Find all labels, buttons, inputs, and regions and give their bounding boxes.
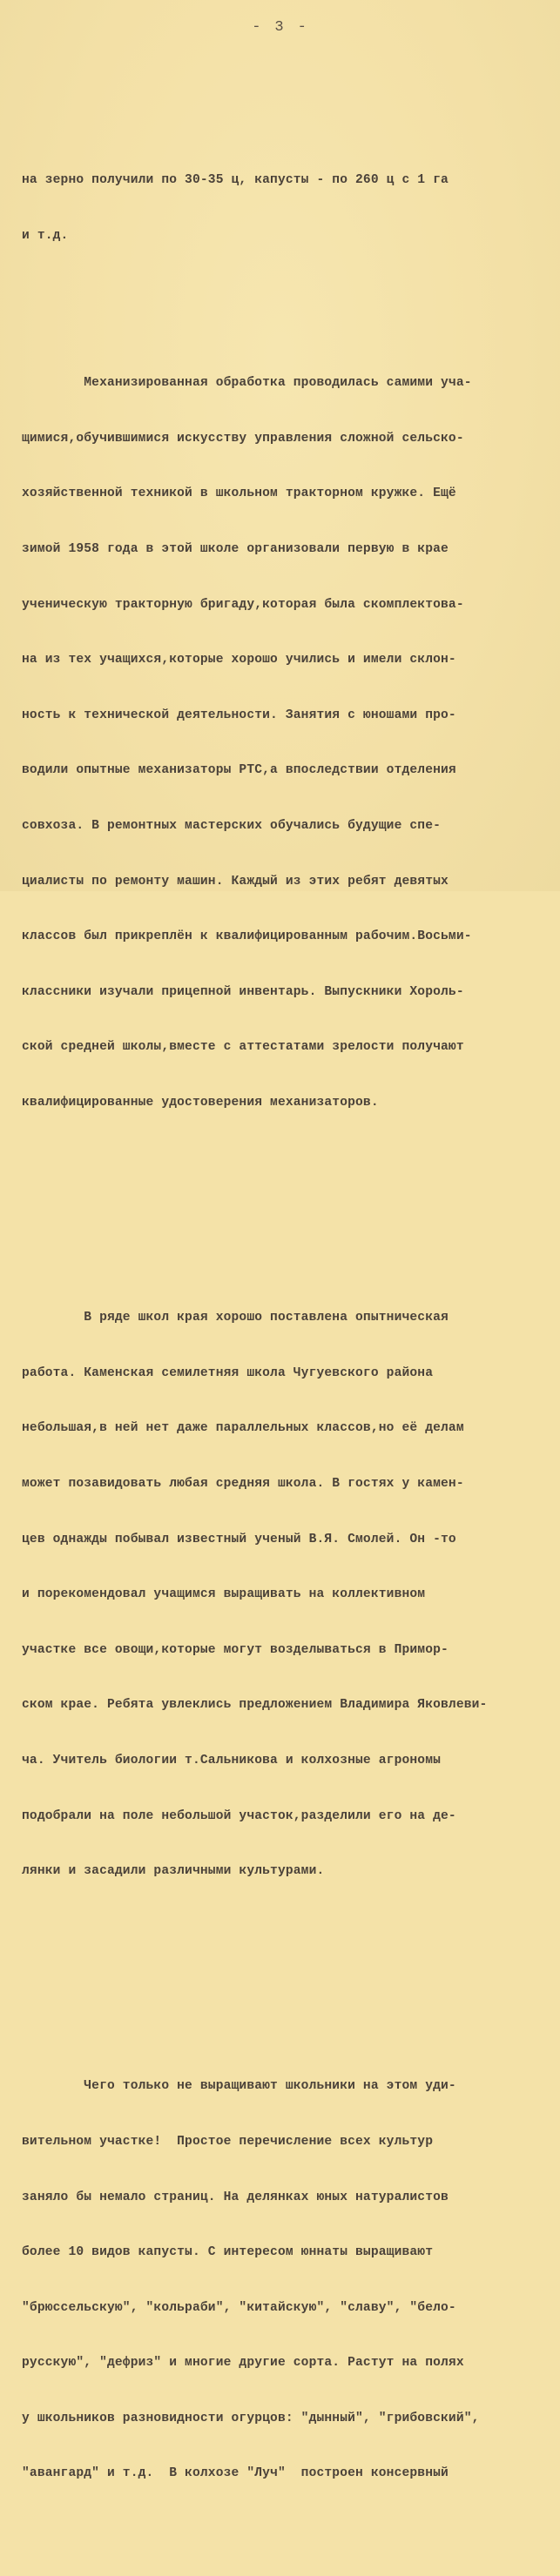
text-line: В ряде школ края хорошо поставлена опытническая bbox=[22, 1311, 449, 1325]
paragraph-4 bbox=[22, 2041, 553, 2520]
text-line: ском крае. Ребята увлеклись предложением Владимира Яковлеви- bbox=[22, 1698, 488, 1713]
text-line: более 10 видов капусты. С интересом юннаты выращивают bbox=[22, 2245, 434, 2260]
text-line: работа. Каменская семилетняя школа Чугуевского района bbox=[22, 1365, 434, 1380]
text-line: на зерно получили по 30-35 ц, капусты - по 260 ц с 1 га bbox=[22, 173, 449, 188]
text-line: ученическую тракторную бригаду,которая была скомплектова- bbox=[22, 597, 464, 612]
text-line: классов был прикреплён к квалифицированным рабочим.Восьми- bbox=[22, 929, 472, 944]
text-line: вительном участке! Простое перечисление всех культур bbox=[22, 2134, 434, 2149]
text-line: ча. Учитель биологии т.Сальникова и колхозные агрономы bbox=[22, 1753, 442, 1768]
paragraph-gap bbox=[22, 1204, 553, 1217]
paragraph-1 bbox=[22, 135, 553, 283]
text-line: и т.д. bbox=[22, 228, 69, 243]
paragraph-2 bbox=[22, 338, 553, 1150]
text-line: у школьников разновидности огурцов: "дынный", "грибовский", bbox=[22, 2411, 480, 2425]
page-number-dash-right: - bbox=[297, 19, 308, 36]
text-line: Механизированная обработка проводилась самими уча- bbox=[22, 376, 472, 391]
text-line: цев однажды побывал известный ученый В.Я. Смолей. Он -то bbox=[22, 1532, 456, 1546]
text-line: небольшая,в ней нет даже параллельных классов,но её делам bbox=[22, 1421, 464, 1436]
text-line: ность к технической деятельности. Занятия с юношами про- bbox=[22, 708, 456, 722]
text-line: совхоза. В ремонтных мастерских обучались будущие спе- bbox=[22, 818, 442, 833]
text-line: циалисты по ремонту машин. Каждый из этих ребят девятых bbox=[22, 874, 449, 889]
page-number-value: 3 bbox=[274, 19, 286, 36]
text-line: водили опытные механизаторы РТС,а впоследствии отделения bbox=[22, 763, 456, 778]
text-line: участке все овощи,которые могут возделываться в Примор- bbox=[22, 1642, 449, 1657]
text-line: зимой 1958 года в этой школе организовали первую в крае bbox=[22, 542, 449, 556]
text-line: может позавидовать любая средняя школа. В гостях у камен- bbox=[22, 1476, 464, 1491]
text-line: и порекомендовал учащимся выращивать на коллективном bbox=[22, 1587, 426, 1602]
text-line: классники изучали прицепной инвентарь. Выпускники Хороль- bbox=[22, 984, 464, 999]
page-number-dash-left: - bbox=[252, 19, 263, 36]
paragraph-3 bbox=[22, 1272, 553, 1918]
text-line: щимися,обучившимися искусству управления сложной сельско- bbox=[22, 431, 464, 446]
text-line: русскую", "дефриз" и многие другие сорта. Растут на полях bbox=[22, 2356, 464, 2371]
page-number bbox=[0, 19, 560, 36]
typewritten-body bbox=[22, 79, 553, 2576]
text-line: хозяйственной техникой в школьном тракторном кружке. Ещё bbox=[22, 486, 456, 501]
text-line: ской средней школы,вместе с аттестатами зрелости получают bbox=[22, 1040, 464, 1055]
text-line: лянки и засадили различными культурами. bbox=[22, 1864, 325, 1879]
text-line: Чего только не выращивают школьники на этом уди- bbox=[22, 2079, 456, 2094]
text-line: подобрали на поле небольшой участок,разделили его на де- bbox=[22, 1808, 456, 1823]
text-line: заняло бы немало страниц. На делянках юных натуралистов bbox=[22, 2190, 449, 2204]
text-line: на из тех учащихся,которые хорошо учились и имели склон- bbox=[22, 653, 456, 667]
text-line: "брюссельскую", "кольраби", "китайскую", "славу", "бело- bbox=[22, 2300, 456, 2315]
text-line: "авангард" и т.д. В колхозе "Луч" построен консервный bbox=[22, 2466, 449, 2481]
paragraph-gap bbox=[22, 1973, 553, 1985]
text-line: квалифицированные удостоверения механизаторов. bbox=[22, 1095, 379, 1110]
